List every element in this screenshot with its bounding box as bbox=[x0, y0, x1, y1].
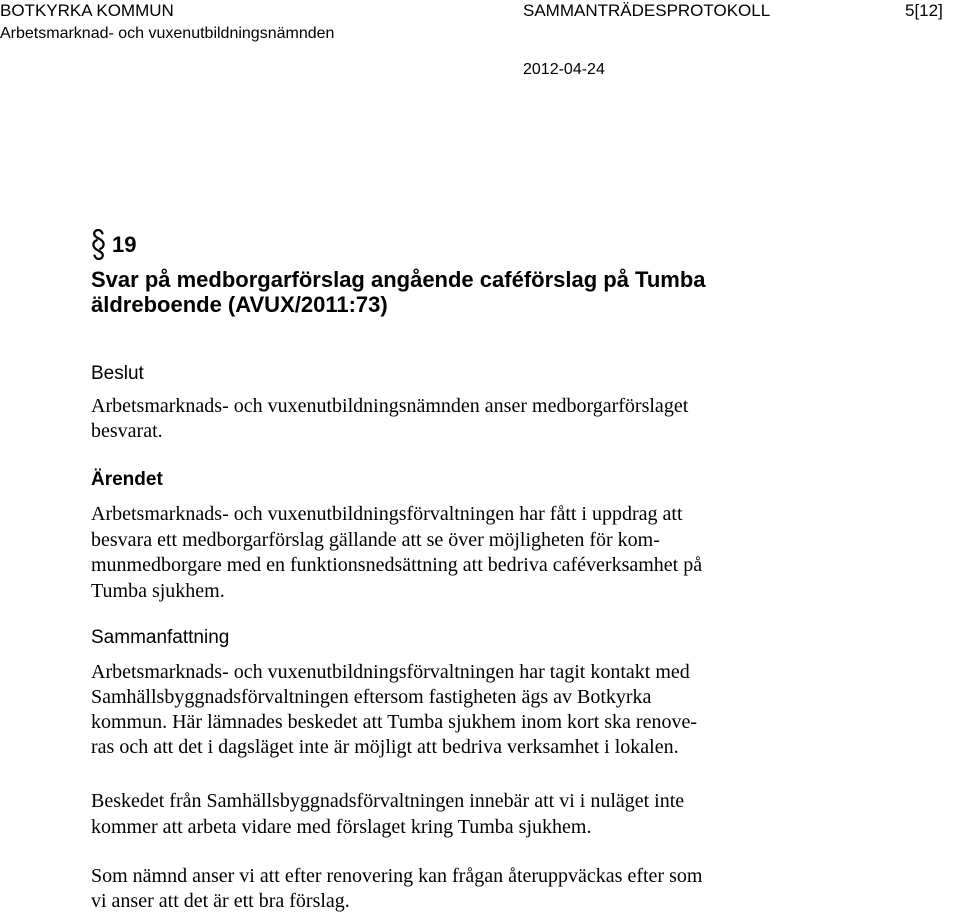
arendet-line: Arbetsmarknads- och vuxenutbildningsförvaltningen har fått i uppdrag att bbox=[91, 503, 683, 525]
beslut-heading: Beslut bbox=[91, 363, 144, 384]
sammanfattning-line: kommer att arbeta vidare med förslaget kring Tumba sjukhem. bbox=[91, 816, 592, 838]
sammanfattning-line: vi anser att det är ett bra förslag. bbox=[91, 890, 350, 912]
sammanfattning-line: kommun. Här lämnades beskedet att Tumba sjukhem inom kort ska renove- bbox=[91, 711, 698, 733]
sammanfattning-line: Samhällsbyggnadsförvaltningen eftersom fastigheten ägs av Botkyrka bbox=[91, 686, 652, 708]
document-type: SAMMANTRÄDESPROTOKOLL bbox=[523, 1, 771, 20]
section-number: 19 bbox=[112, 232, 137, 257]
sammanfattning-line: Beskedet från Samhällsbyggnadsförvaltningen innebär att vi i nuläget inte bbox=[91, 790, 685, 812]
section-sign-icon bbox=[92, 229, 105, 260]
committee-name: Arbetsmarknad- och vuxenutbildningsnämnden bbox=[0, 25, 335, 42]
sammanfattning-line: Arbetsmarknads- och vuxenutbildningsförvaltningen har tagit kontakt med bbox=[91, 661, 690, 683]
arendet-heading: Ärendet bbox=[91, 469, 163, 490]
meeting-date: 2012-04-24 bbox=[523, 61, 605, 78]
arendet-line: munmedborgare med en funktionsnedsättning att bedriva caféverksamhet på bbox=[91, 554, 703, 576]
sammanfattning-line: Som nämnd anser vi att efter renovering kan frågan återuppväckas efter som bbox=[91, 865, 703, 887]
section-title-line-1: Svar på medborgarförslag angående caféförslag på Tumba bbox=[91, 267, 706, 292]
section-title-line-2: äldreboende (AVUX/2011:73) bbox=[91, 292, 388, 317]
sammanfattning-line: ras och att det i dagsläget inte är möjligt att bedriva verksamhet i lokalen. bbox=[91, 736, 679, 758]
organization-name: BOTKYRKA KOMMUN bbox=[0, 1, 174, 20]
page-number: 5[12] bbox=[905, 1, 943, 20]
beslut-line: Arbetsmarknads- och vuxenutbildningsnämnden anser medborgarförslaget bbox=[91, 395, 689, 417]
arendet-line: besvara ett medborgarförslag gällande att se över möjligheten för kom- bbox=[91, 529, 660, 551]
arendet-line: Tumba sjukhem. bbox=[91, 580, 225, 602]
beslut-line: besvarat. bbox=[91, 420, 163, 442]
sammanfattning-heading: Sammanfattning bbox=[91, 627, 230, 648]
